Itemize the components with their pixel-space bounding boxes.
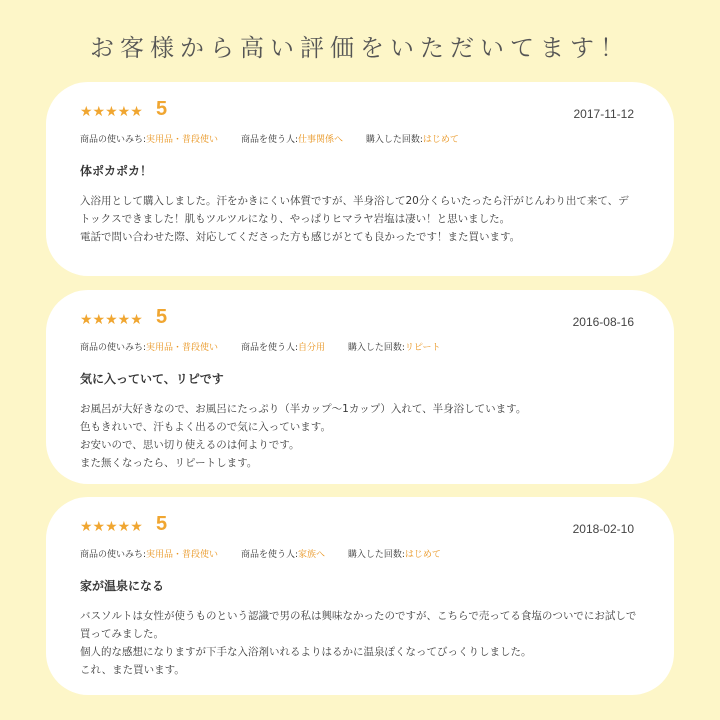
review-card	[46, 290, 674, 484]
review-title: 体ポカポカ！	[80, 164, 153, 178]
star-rating-icon: ★★★★★	[80, 104, 143, 120]
review-body-line: 電話で問い合わせた際、対応してくださった方も感じがとても良かったです！また買います。	[80, 231, 521, 243]
review-body-line: 入浴用として購入しました。汗をかきにくい体質ですが、半身浴して20分くらいたったら汗がじんわり出て来て、デトックスできました！肌もツルツルになり、やっぱりヒマラヤ岩塩は凄い！と思いました。	[80, 195, 629, 225]
count-value: はじめて	[404, 550, 441, 560]
usage-label: 商品の使いみち:	[80, 550, 147, 560]
star-rating-icon: ★★★★★	[80, 312, 143, 328]
user-value: 自分用	[297, 343, 325, 353]
usage-value: 実用品・普段使い	[146, 135, 219, 145]
review-header	[72, 306, 652, 336]
review-meta	[80, 547, 652, 560]
count-label: 購入した回数:	[365, 135, 423, 145]
user-label: 商品を使う人:	[240, 550, 298, 560]
usage-value: 実用品・普段使い	[146, 550, 219, 560]
user-label: 商品を使う人:	[240, 135, 298, 145]
review-body-line: お安いので、思い切り使えるのは何よりです。	[80, 439, 300, 451]
review-header	[72, 98, 652, 128]
review-score: 5	[156, 306, 168, 328]
user-label: 商品を使う人:	[240, 343, 298, 353]
review-body-line: これ、また買います。	[80, 664, 185, 676]
count-value: はじめて	[422, 135, 459, 145]
review-body	[80, 607, 638, 679]
review-title: 家が温泉になる	[80, 579, 165, 593]
review-score: 5	[156, 513, 168, 535]
user-value: 家族へ	[297, 550, 325, 560]
page-title: お客様から高い評価をいただいてます！	[90, 34, 630, 62]
count-label: 購入した回数:	[347, 550, 405, 560]
review-header	[72, 513, 652, 543]
review-meta	[80, 340, 652, 353]
review-date: 2016-08-16	[572, 315, 634, 329]
user-value: 仕事関係へ	[297, 135, 343, 145]
review-body-line: 色もきれいで、汗もよく出るので気に入っています。	[80, 421, 331, 433]
review-body-line: また無くなったら、リピートします。	[80, 457, 258, 469]
usage-label: 商品の使いみち:	[80, 343, 147, 353]
count-value: リピート	[404, 343, 441, 353]
review-date: 2018-02-10	[572, 522, 634, 536]
review-card	[46, 82, 674, 276]
review-body	[80, 192, 638, 246]
usage-value: 実用品・普段使い	[146, 343, 219, 353]
review-body-line: バスソルトは女性が使うものという認識で男の私は興味なかったのですが、こちらで売ってる食塩のついでにお試しで買ってみました。	[80, 610, 637, 640]
review-date: 2017-11-12	[573, 107, 634, 121]
review-meta	[80, 132, 652, 145]
review-score: 5	[156, 98, 168, 120]
review-body	[80, 400, 638, 472]
review-title: 気に入っていて、リピです	[80, 372, 224, 386]
review-body-line: 個人的な感想になりますが下手な入浴剤いれるよりはるかに温泉ぽくなってびっくりしました。	[80, 646, 532, 658]
star-rating-icon: ★★★★★	[80, 519, 143, 535]
review-card	[46, 497, 674, 695]
count-label: 購入した回数:	[347, 343, 405, 353]
usage-label: 商品の使いみち:	[80, 135, 147, 145]
review-body-line: お風呂が大好きなので、お風呂にたっぷり（半カップ～1カップ）入れて、半身浴しています。	[80, 403, 527, 415]
